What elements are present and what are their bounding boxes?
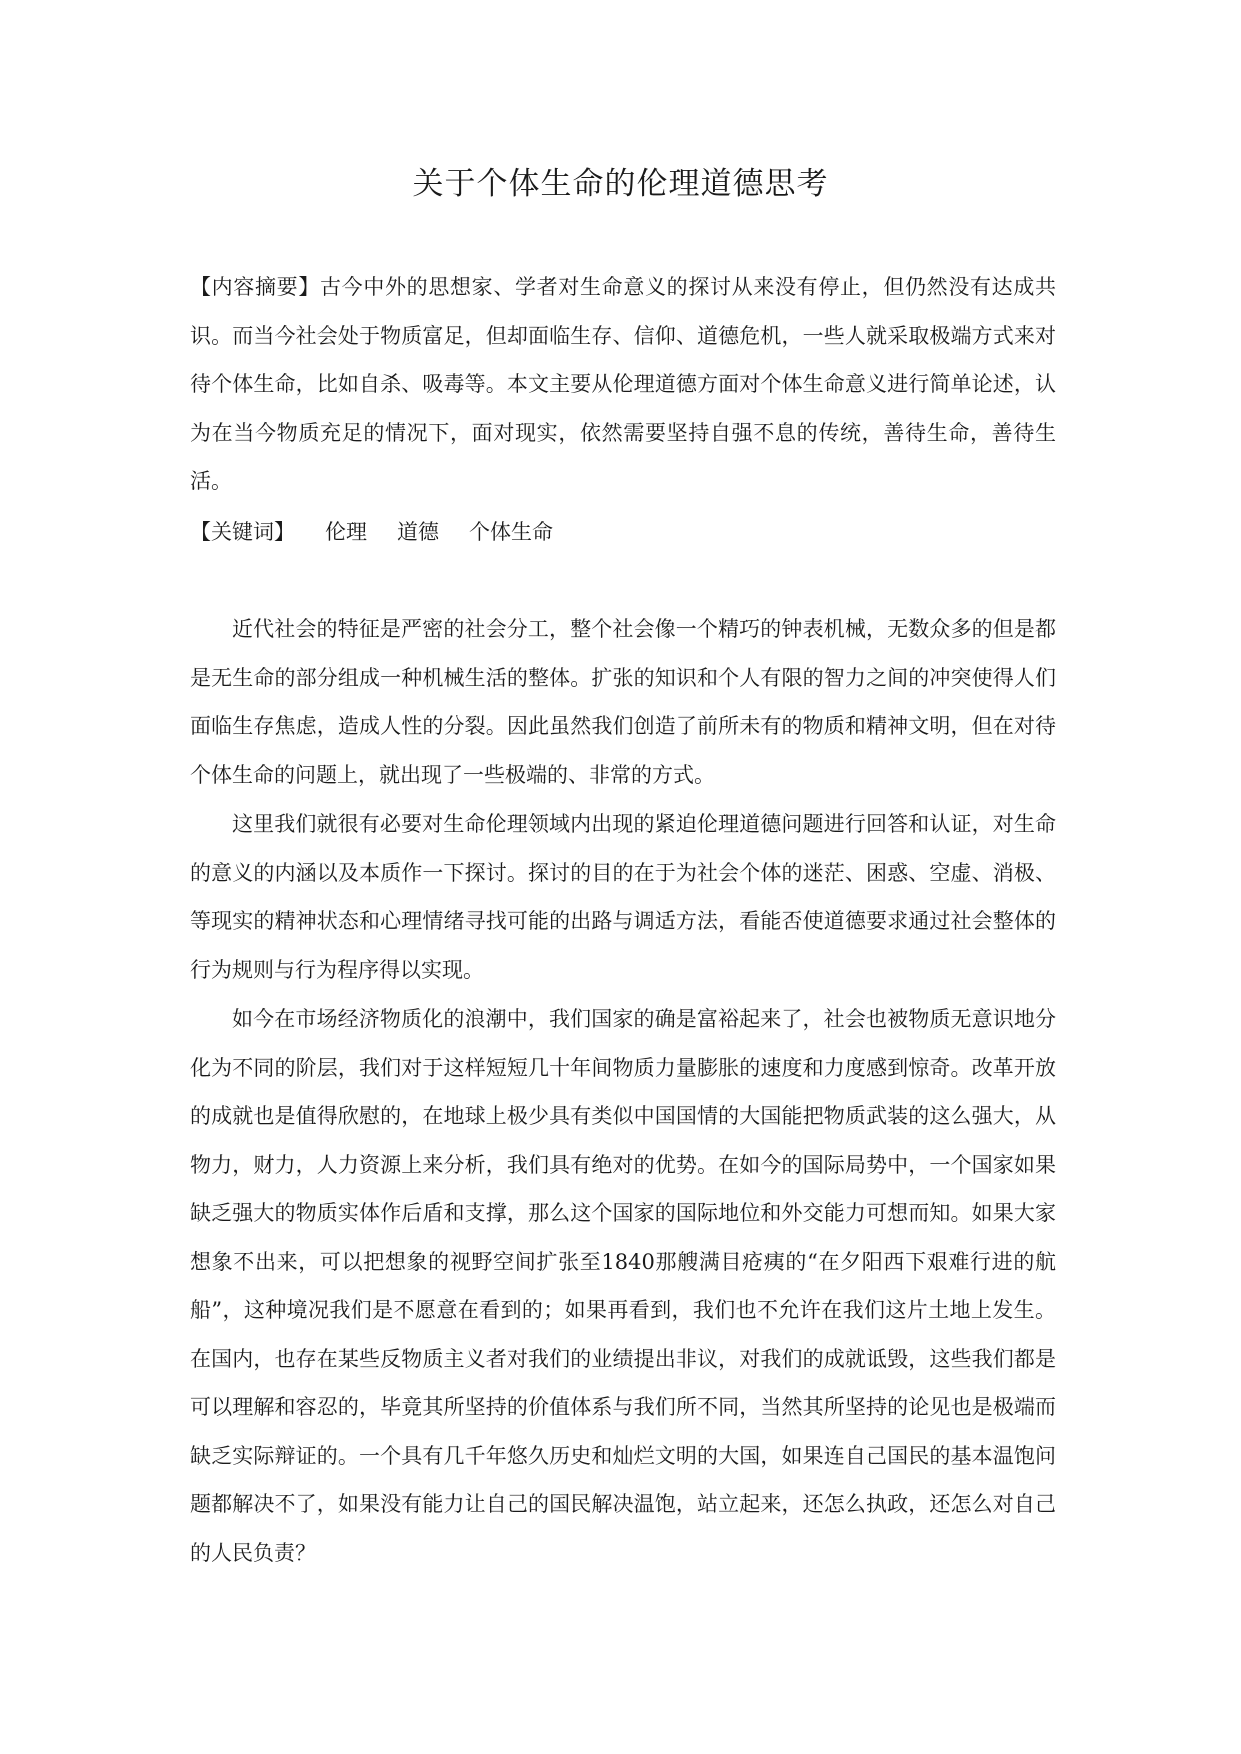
body-paragraph-2: 这里我们就很有必要对生命伦理领域内出现的紧迫伦理道德问题进行回答和认证，对生命的意义的内涵以及本质作一下探讨。探讨的目的在于为社会个体的迷茫、困惑、空虚、消极、等现实的精神状态和心理情绪寻找可能的出路与调适方法，看能否使道德要求通过社会整体的行为规则与行为程序得以实现。: [190, 812, 1056, 982]
document-title: 关于个体生命的伦理道德思考: [412, 166, 829, 202]
abstract-text: 古今中外的思想家、学者对生命意义的探讨从来没有停止，但仍然没有达成共识。而当今社会处于物质富足，但却面临生存、信仰、道德危机，一些人就采取极端方式来对待个体生命，比如自杀、吸毒等。本文主要从伦理道德方面对个体生命意义进行简单论述，认为在当今物质充足的情况下，面对现实，依然需要坚持自强不息的传统，善待生命，善待生活。: [190, 275, 1056, 493]
keyword-item: 道德: [397, 520, 439, 544]
body-paragraph-3: 如今在市场经济物质化的浪潮中，我们国家的确是富裕起来了，社会也被物质无意识地分化为不同的阶层，我们对于这样短短几十年间物质力量膨胀的速度和力度感到惊奇。改革开放的成就也是值得欣慰的，在地球上极少具有类似中国国情的大国能把物质武装的这么强大，从物力，财力，人力资源上来分析，我们具有绝对的优势。在如今的国际局势中，一个国家如果缺乏强大的物质实体作后盾和支撑，那么这个国家的国际地位和外交能力可想而知。如果大家想象不出来，可以把想象的视野空间扩张至1840那艘满目疮痍的“在夕阳西下艰难行进的航船”，这种境况我们是不愿意在看到的；如果再看到，我们也不允许在我们这片土地上发生。在国内，也存在某些反物质主义者对我们的业绩提出非议，对我们的成就诋毁，这些我们都是可以理解和容忍的，毕竟其所坚持的价值体系与我们所不同，当然其所坚持的论见也是极端而缺乏实际辩证的。一个具有几千年悠久历史和灿烂文明的大国，如果连自己国民的基本温饱问题都解决不了，如果没有能力让自己的国民解决温饱，站立起来，还怎么执政，还怎么对自己的人民负责？: [190, 1007, 1056, 1565]
keywords: [190, 508, 1056, 556]
keyword-item: 个体生命: [469, 520, 553, 544]
abstract-label: 【内容摘要】: [190, 275, 320, 299]
abstract: [190, 263, 1056, 506]
keyword-item: 伦理: [325, 520, 367, 544]
keywords-label: 【关键词】: [190, 520, 295, 544]
body-paragraph-1: 近代社会的特征是严密的社会分工，整个社会像一个精巧的钟表机械，无数众多的但是都是无生命的部分组成一种机械生活的整体。扩张的知识和个人有限的智力之间的冲突使得人们面临生存焦虑，造成人性的分裂。因此虽然我们创造了前所未有的物质和精神文明，但在对待个体生命的问题上，就出现了一些极端的、非常的方式。: [190, 617, 1056, 787]
